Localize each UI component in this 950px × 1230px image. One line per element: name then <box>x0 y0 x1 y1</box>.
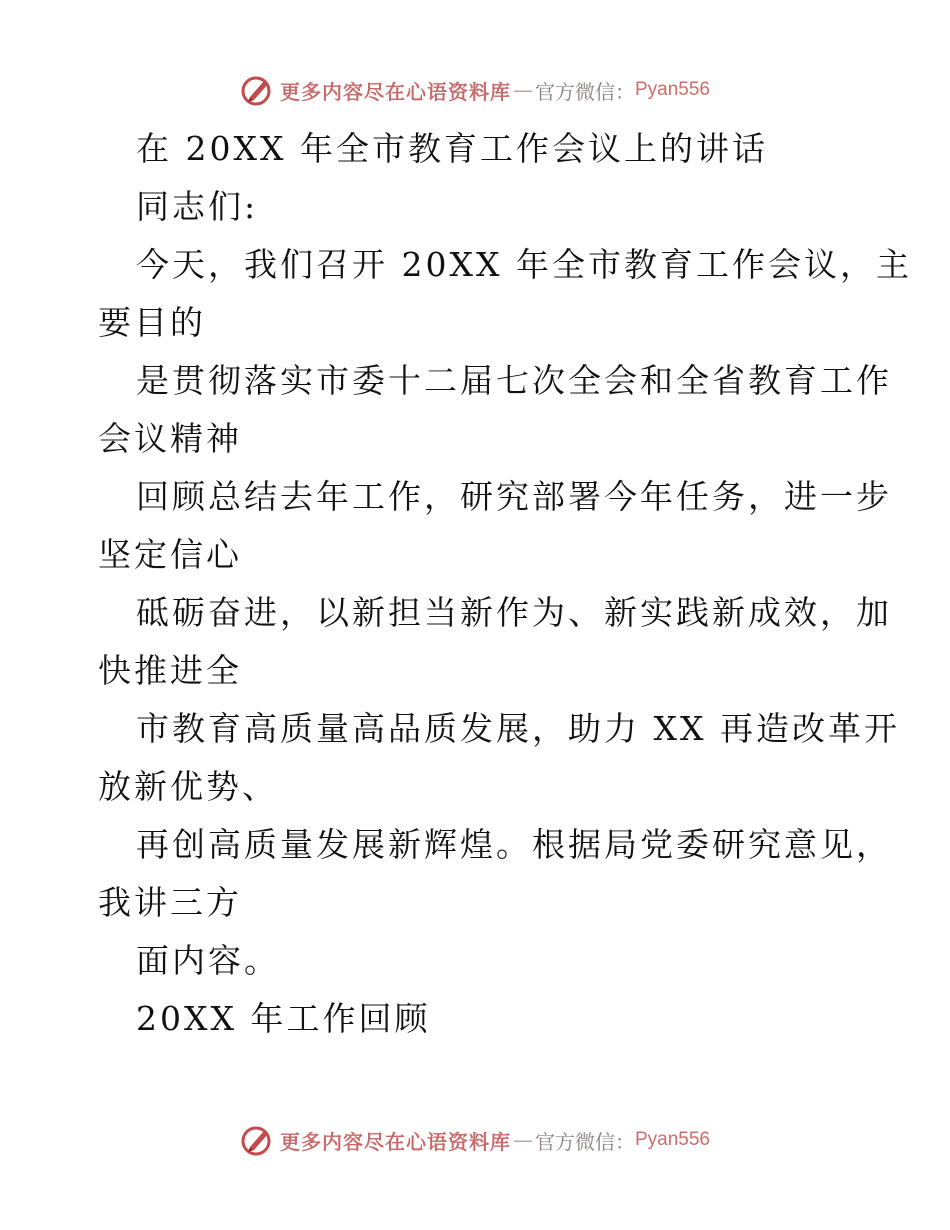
paragraph-line: 是贯彻落实市委十二届七次全会和全省教育工作 <box>136 361 892 400</box>
paragraph-line: 快推进全 <box>98 651 242 690</box>
paragraph-line: 坚定信心 <box>98 535 242 574</box>
watermark-text: 更多内容尽在心语资料库 <box>279 1129 511 1154</box>
watermark-contact-label: 官方微信： <box>534 1129 635 1154</box>
watermark-separator: — <box>512 1128 533 1152</box>
paragraph-line: 会议精神 <box>98 419 242 458</box>
watermark-contact-id: Pyan556 <box>634 1129 710 1150</box>
paragraph-line: 要目的 <box>98 303 206 342</box>
paragraph-line: 砥砺奋进，以新担当新作为、新实践新成效，加 <box>136 593 892 632</box>
watermark-separator: — <box>512 78 533 102</box>
paragraph-line: 放新优势、 <box>98 767 278 806</box>
watermark-contact-label: 官方微信： <box>534 79 635 104</box>
watermark-text: 更多内容尽在心语资料库 <box>279 79 511 104</box>
paragraph-line: 市教育高质量高品质发展，助力 XX 再造改革开 <box>136 709 900 748</box>
document-title: 在 20XX 年全市教育工作会议上的讲话 <box>136 129 768 168</box>
document-body <box>98 120 912 1048</box>
paragraph-line: 今天，我们召开 20XX 年全市教育工作会议，主 <box>136 245 912 284</box>
salutation: 同志们: <box>136 187 259 226</box>
paragraph-line: 再创高质量发展新辉煌。根据局党委研究意见， <box>136 825 892 864</box>
footer-watermark <box>0 1120 950 1160</box>
pen-in-circle-logo-icon <box>240 1123 274 1157</box>
paragraph-line: 面内容。 <box>136 941 280 980</box>
paragraph-line: 我讲三方 <box>98 883 242 922</box>
watermark-contact-id: Pyan556 <box>634 79 710 100</box>
pen-in-circle-logo-icon <box>240 73 274 107</box>
section-heading: 20XX 年工作回顾 <box>136 999 431 1038</box>
header-watermark <box>0 70 950 110</box>
paragraph-line: 回顾总结去年工作，研究部署今年任务，进一步 <box>136 477 892 516</box>
